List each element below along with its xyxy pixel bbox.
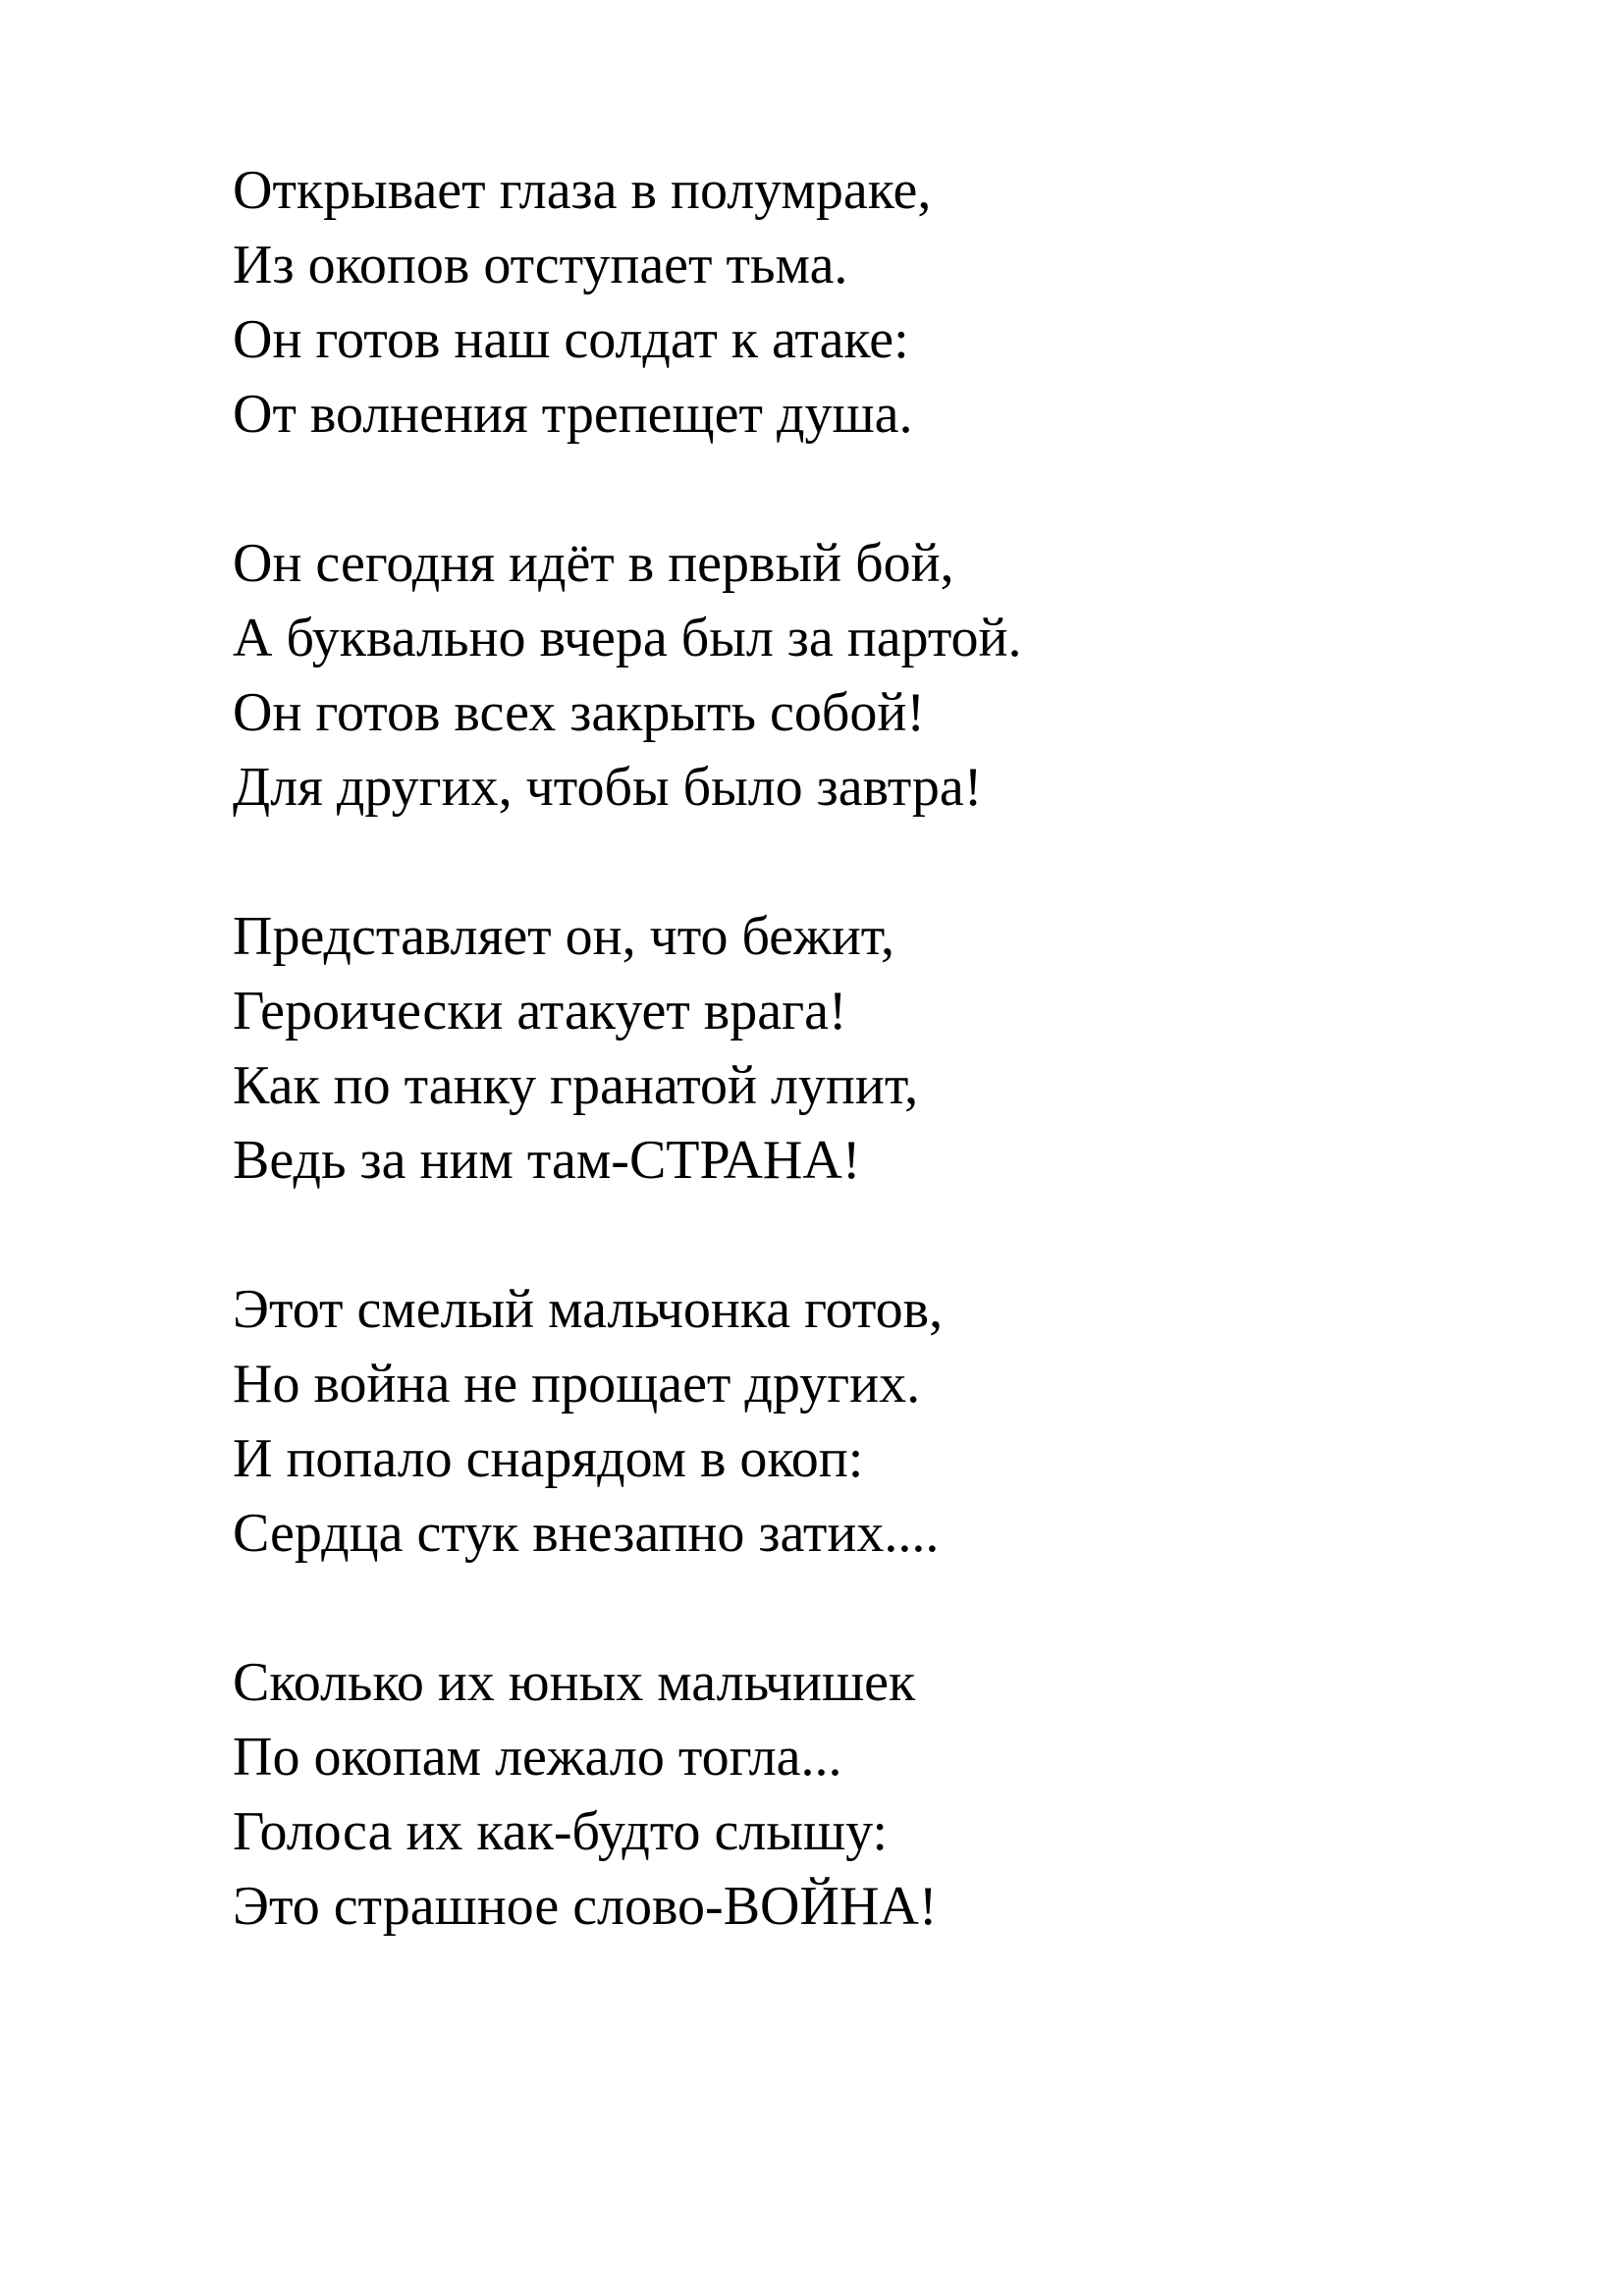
poem-line: Этот смелый мальчонка готов, bbox=[233, 1279, 944, 1340]
poem-line: Сердца стук внезапно затих.... bbox=[233, 1503, 940, 1564]
poem-line: Он готов наш солдат к атаке: bbox=[233, 309, 909, 370]
stanza bbox=[233, 1272, 1509, 1571]
poem-line: Из окопов отступает тьма. bbox=[233, 235, 848, 295]
stanza bbox=[233, 153, 1509, 452]
poem-line: Голоса их как-будто слышу: bbox=[233, 1801, 888, 1862]
poem-line: Сколько их юных мальчишек bbox=[233, 1652, 916, 1713]
poem-line: И попало снарядом в окоп: bbox=[233, 1428, 864, 1489]
poem-line: По окопам лежало тогла... bbox=[233, 1727, 842, 1788]
stanza bbox=[233, 1645, 1509, 1944]
poem-line: Это страшное слово-ВОЙНА! bbox=[233, 1876, 938, 1937]
poem-line: От волнения трепещет душа. bbox=[233, 384, 913, 445]
stanza bbox=[233, 526, 1509, 825]
poem-line: Представляет он, что бежит, bbox=[233, 906, 895, 967]
poem-line: Ведь за ним там-СТРАНА! bbox=[233, 1130, 861, 1191]
poem-line: Но война не прощает других. bbox=[233, 1354, 921, 1415]
poem-line: Открывает глаза в полумраке, bbox=[233, 160, 932, 221]
poem-line: Героически атакует врага! bbox=[233, 981, 847, 1041]
poem-line: Он сегодня идёт в первый бой, bbox=[233, 533, 954, 594]
poem-line: Он готов всех закрыть собой! bbox=[233, 682, 925, 743]
poem-line: А буквально вчера был за партой. bbox=[233, 608, 1022, 668]
stanza bbox=[233, 899, 1509, 1198]
poem-line: Как по танку гранатой лупит, bbox=[233, 1055, 919, 1116]
poem-text bbox=[233, 153, 1509, 2018]
poem-line: Для других, чтобы было завтра! bbox=[233, 757, 983, 818]
